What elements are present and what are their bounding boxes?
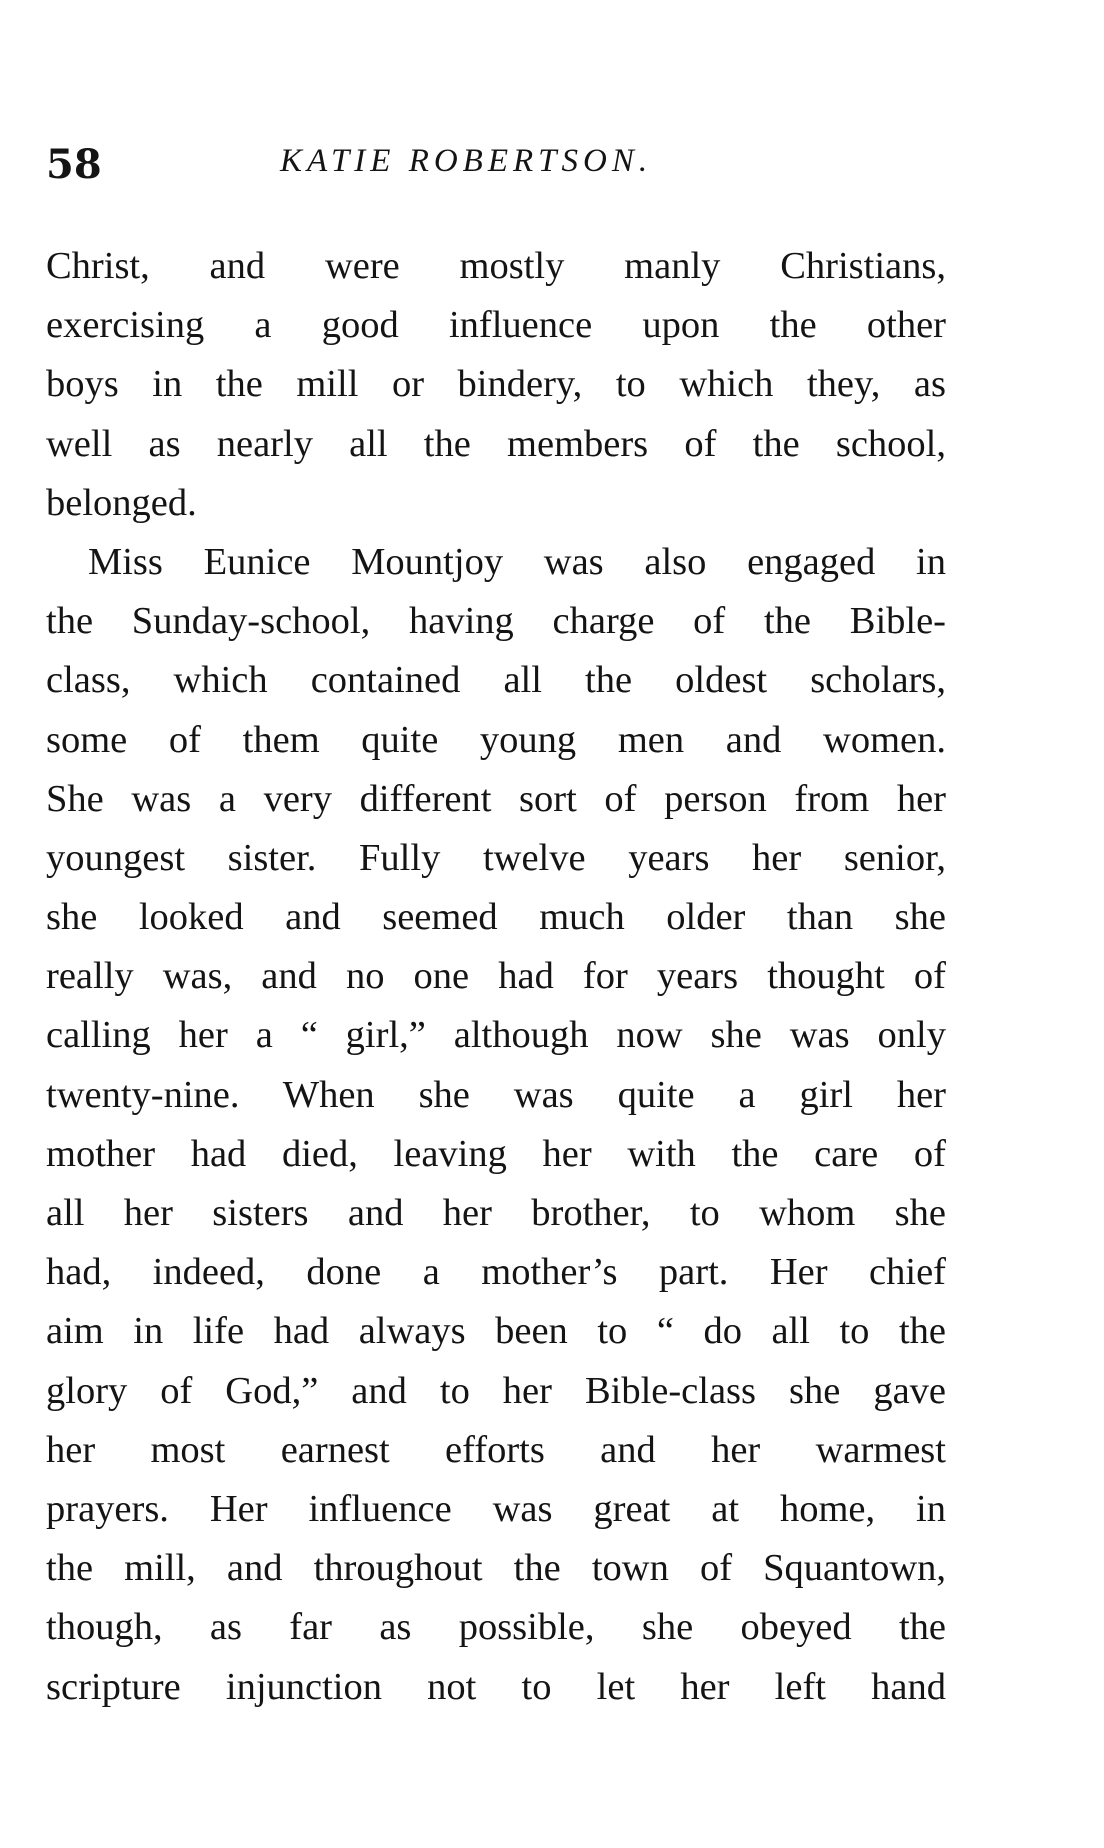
text-line: She was a very different sort of person from her (46, 777, 946, 820)
text-line: calling her a “ girl,” although now she was only (46, 1014, 946, 1057)
text-line: aim in life had always been to “ do all to the (46, 1310, 946, 1353)
text-line: the Sunday-school, having charge of the Bible- (46, 600, 946, 643)
body-text (46, 237, 946, 1717)
text-line: belonged. (46, 481, 197, 524)
text-line: really was, and no one had for years thought of (46, 955, 946, 998)
text-line: had, indeed, done a mother’s part. Her chief (46, 1251, 946, 1294)
text-line: all her sisters and her brother, to whom she (46, 1192, 946, 1234)
text-line: scripture injunction not to let her left hand (46, 1665, 946, 1708)
text-line: some of them quite young men and women. (46, 718, 946, 761)
text-line: exercising a good influence upon the other (46, 304, 946, 347)
text-line: she looked and seemed much older than she (46, 896, 946, 939)
text-line: her most earnest efforts and her warmest (46, 1428, 946, 1471)
text-line: prayers. Her influence was great at home, in (46, 1487, 946, 1530)
text-line: Miss Eunice Mountjoy was also engaged in (88, 540, 946, 583)
text-line: boys in the mill or bindery, to which they, as (46, 363, 946, 406)
text-line: twenty-nine. When she was quite a girl her (46, 1073, 946, 1116)
text-line: youngest sister. Fully twelve years her senior, (46, 836, 946, 879)
text-line: glory of God,” and to her Bible-class she gave (46, 1369, 946, 1412)
page-number: 58 (46, 141, 102, 188)
text-line: well as nearly all the members of the school, (46, 422, 946, 465)
text-line: Christ, and were mostly manly Christians, (46, 245, 946, 287)
running-title: KATIE ROBERTSON. (280, 143, 653, 179)
text-line: mother had died, leaving her with the care of (46, 1132, 946, 1175)
text-line: though, as far as possible, she obeyed the (46, 1606, 946, 1649)
text-line: the mill, and throughout the town of Squantown, (46, 1547, 946, 1590)
text-line: class, which contained all the oldest scholars, (46, 659, 946, 702)
